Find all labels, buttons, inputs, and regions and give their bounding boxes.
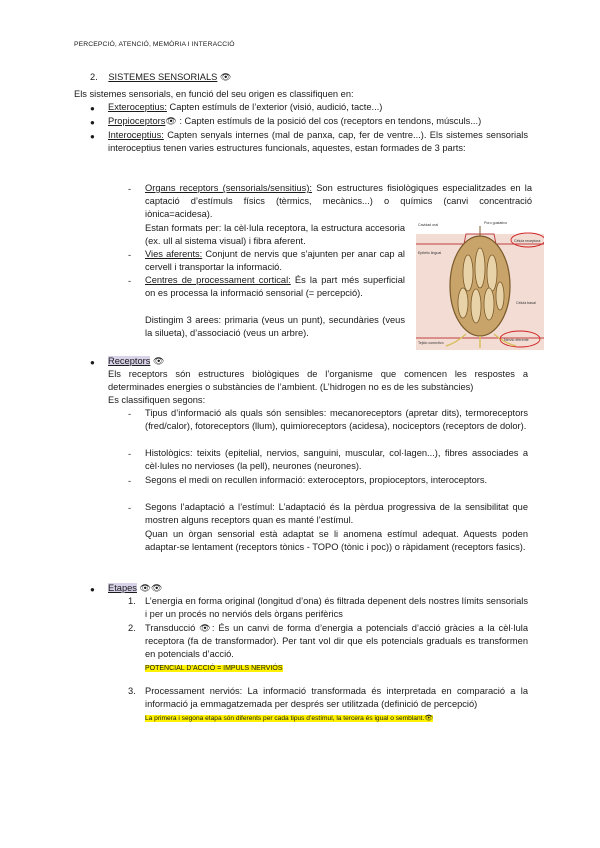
eye-icon: 👁 xyxy=(139,583,151,593)
type-exteroceptius: Exteroceptius: Capten estímuls de l’exterior (visió, audició, tacte...) xyxy=(108,102,383,112)
dash-icon: - xyxy=(128,184,132,194)
receptors-intro: Els receptors són estructures biològiques de l’organisme que comencen les respostes a determinades energies o substàncies de l’ambient. (L’hidrogen no es de les substàncies) xyxy=(108,369,528,392)
step-2: Transducció 👁: És un canvi de forma d’energia a potencials d’acció gràcies a la cèl·lula receptora (fa de transformador). Per tant vol dir que els potencials graduals es transformen en potencials d’acció. xyxy=(145,623,528,659)
step-number: 3. xyxy=(128,686,136,696)
figure-label: Poro gustativo xyxy=(484,221,507,225)
receptor-type-info: Tipus d’informació als quals són sensibles: mecanoreceptors (apretar dits), termoreceptors (fred/calor), fotoreceptors (llum), quimioreceptors (acidesa), nociceptors (receptors de dolor). xyxy=(145,408,528,431)
eye-icon: 👁 xyxy=(150,583,163,593)
receptors-classify: Es classifiquen segons: xyxy=(108,395,206,405)
taste-bud-figure xyxy=(416,218,544,350)
figure-label: Tejido conectivo xyxy=(418,341,444,345)
figure-label: Nervio eferente xyxy=(504,338,529,342)
type-interoceptius: Interoceptius: Capten senyals internes (mal de panxa, cap, fer de ventre...). Els sistemes sensorials interoceptius tenen varies estructures funcionals, aquestes, estan formades de 3 parts: xyxy=(108,130,528,153)
receptor-type-histologics: Histològics: teixits (epitelial, nervios, sanguini, muscular, col·lagen...), fibres associades a cèl·lules no nervioses (la pell), neurones (neurones). xyxy=(145,448,528,471)
figure-label: Epitelio lingual xyxy=(418,251,442,255)
eye-icon: 👁 xyxy=(165,116,177,126)
part-vies: Vies aferents: Conjunt de nervis que s’ajunten per anar cap al cervell i transportar la informació. xyxy=(145,249,405,272)
page-header: PERCEPCIÓ, ATENCIÓ, MEMÒRIA I INTERACCIÓ xyxy=(74,41,235,48)
eye-icon: 👁 xyxy=(424,715,434,722)
bullet-icon: ● xyxy=(90,132,95,141)
part-centres-extra: Distingim 3 arees: primaria (veus un punt), secundàries (veus la silueta), d’associació (veus un arbre). xyxy=(145,315,405,338)
part-organs: Organs receptors (sensorials/sensitius): Son estructures fisiològiques especialitzades en la captació d’estímuls físics (tèrmics, mecànics...) o químics (canvi concentració iònica=acidesa). xyxy=(145,183,532,219)
receptor-type-adaptacio: Segons l’adaptació a l’estímul: L’adaptació és la pèrdua progressiva de la sensibilitat que mostren alguns receptors quan es manté l’estímul. xyxy=(145,502,528,525)
dash-icon: - xyxy=(128,250,132,260)
eye-icon: 👁 xyxy=(219,72,232,82)
part-centres: Centres de processament cortical: És la part més superficial on es processa la informació sensorial (= percepció). xyxy=(145,275,405,298)
type-propioceptors: Propioceptors👁 : Capten estímuls de la posició del cos (receptors en tendons, músculs...) xyxy=(108,116,482,126)
section-number: 2. xyxy=(90,72,98,82)
intro-text: Els sistemes sensorials, en funció del seu origen es classifiquen en: xyxy=(74,89,354,99)
receptor-adaptacio-extra: Quan un òrgan sensorial està adaptat se li anomena estímul adequat. Aquests poden adaptar-se lentament (receptors tònics - TOPO (tònic i poc)) o ràpidament (receptors fasics). xyxy=(145,529,528,552)
receptor-type-medi: Segons el medi on recullen informació: exteroceptors, propioceptors, interoceptors. xyxy=(145,475,488,485)
figure-label: Célula basal xyxy=(516,301,536,305)
eye-icon: 👁 xyxy=(199,623,212,633)
bullet-icon: ● xyxy=(90,585,95,594)
step-3-note: La primera i segona etapa són diferents per cada tipus d’estímul, la tercera és igual o semblant.👁 xyxy=(145,715,434,722)
etapes-heading: Etapes 👁👁 xyxy=(108,583,163,593)
dash-icon: - xyxy=(128,503,132,513)
eye-icon: 👁 xyxy=(152,356,165,366)
section-heading xyxy=(90,71,231,84)
figure-label: Célula receptora xyxy=(514,239,541,243)
step-2-note: POTENCIAL D’ACCIÓ = IMPULS NERVIÓS xyxy=(145,665,283,672)
bullet-icon: ● xyxy=(90,118,95,127)
section-title: SISTEMES SENSORIALS xyxy=(108,72,218,82)
step-number: 2. xyxy=(128,623,136,633)
step-1: L’energia en forma original (longitud d’ona) és filtrada depenent dels nostres límits sensorials i per un procés no nerviós dels òrgans perifèrics xyxy=(145,596,528,619)
part-organs-extra: Estan formats per: la cèl·lula receptora, la estructura accesoria (ex. ull al sistema visual) i fibra aferent. xyxy=(145,223,405,246)
bullet-icon: ● xyxy=(90,104,95,113)
figure-label: Cavidad oral xyxy=(418,223,439,227)
bullet-icon: ● xyxy=(90,358,95,367)
dash-icon: - xyxy=(128,476,132,486)
receptors-heading: Receptors 👁 xyxy=(108,356,165,366)
dash-icon: - xyxy=(128,449,132,459)
step-number: 1. xyxy=(128,596,136,606)
step-3: Processament nerviós: La informació transformada és interpretada en comparació a la informació ja emmagatzemada per després ser utilitzada (definició de percepció) xyxy=(145,686,528,709)
dash-icon: - xyxy=(128,276,132,286)
dash-icon: - xyxy=(128,409,132,419)
